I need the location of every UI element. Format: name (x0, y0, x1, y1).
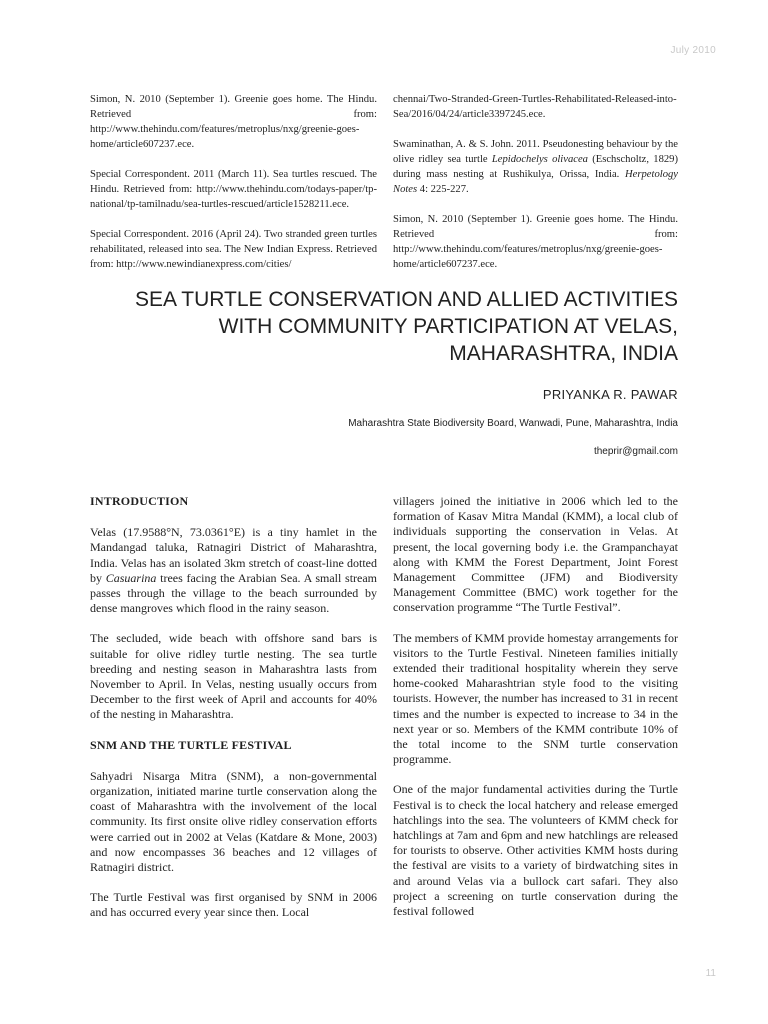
section-heading: INTRODUCTION (90, 494, 189, 508)
reference-text: Swaminathan, A. & S. John. 2011. Pseudonesting behaviour by the olive ridley sea turtle (393, 139, 678, 165)
reference-entry-continued: chennai/Two-Stranded-Green-Turtles-Rehabilitated-Released-into-Sea/2016/04/24/article3397245.ece. (393, 94, 677, 120)
issue-date: July 2010 (670, 45, 716, 56)
reference-entry: Simon, N. 2010 (September 1). Greenie goes home. The Hindu. Retrieved from: http://www.thehindu.com/features/metroplus/nxg/greenie-goes-home/article607237.ece. (90, 94, 377, 150)
paragraph (90, 525, 377, 616)
reference-entry: Special Correspondent. 2011 (March 11). Sea turtles rescued. The Hindu. Retrieved from: http://www.thehindu.com/todays-paper/tp-national/tp-tamilnadu/sea-turtles-rescued/article1528211.ece. (90, 169, 377, 210)
page-number: 11 (705, 968, 716, 979)
paragraph: One of the major fundamental activities during the Turtle Festival is to check the local hatchery and release emerged hatchlings into the sea. The volunteers of KMM check for hatchlings at 7am and 6pm and new hatchlings are released for tourists to observe. Other activities KMM hosts during the festival are visits to a variety of birdwatching sites in and around Velas via a bullock cart safari. They also project a screening on turtle conservation during the festival followed (393, 782, 678, 919)
paragraph: Sahyadri Nisarga Mitra (SNM), a non-governmental organization, initiated marine turtle conservation along the coast of Maharashtra with the involvement of the local community. Its first onsite olive ridley conservation efforts were carried out in 2002 at Velas (Katdare & Mone, 2003) and now encompasses 36 beaches and 12 villages of Ratnagiri district. (90, 768, 377, 875)
reference-entry: Simon, N. 2010 (September 1). Greenie goes home. The Hindu. Retrieved from: http://www.thehindu.com/features/metroplus/nxg/greenie-goes-home/article607237.ece. (393, 214, 678, 270)
section-heading: SNM AND THE TURTLE FESTIVAL (90, 737, 292, 752)
paragraph: The Turtle Festival was first organised by SNM in 2006 and has occurred every year since then. Local (90, 890, 377, 920)
author-email: theprir@gmail.com (593, 446, 678, 457)
reference-text: (Eschscholtz, 1829) during mass nesting at Rushikulya, Orissa, India. (393, 154, 678, 180)
paragraph-text: Velas (17.9588°N, 73.0361°E) is a tiny hamlet in the Mandangad taluka, Ratnagiri District of Maharashtra, India. Velas has an isolated 3km stretch of coast-line dotted by (90, 525, 377, 585)
author-affiliation: Maharashtra State Biodiversity Board, Wanwadi, Pune, Maharashtra, India (348, 418, 678, 429)
body-right-column (393, 494, 678, 934)
paragraph: The secluded, wide beach with offshore sand bars is suitable for olive ridley turtle nesting. The sea turtle breeding and nesting season in Maharashtra lasts from November to April. In Velas, nesting usually occurs from December to the first week of April and accounts for 40% of the nesting in Maharashtra. (90, 631, 377, 722)
paragraph-text: trees facing the Arabian Sea. A small stream passes through the village to the beach surrounded by dense mangroves which flood in the rainy season. (90, 570, 378, 616)
journal-name: Herpetology Notes (393, 169, 678, 195)
paragraph: The members of KMM provide homestay arrangements for visitors to the Turtle Festival. Nineteen families initially extended their traditional hospitality wherein they serve home-cooked Maharashtrian style food to the visiting tourists. However, the number has increased to 31 in recent times and the number is expected to increase to 34 in the next year or so. Members of the KMM contribute 10% of the total income to the SNM turtle conservation programme. (393, 630, 678, 767)
reference-text: 4: 225-227. (417, 184, 469, 195)
references-left-column (90, 92, 377, 287)
reference-entry: Special Correspondent. 2016 (April 24). Two stranded green turtles rehabilitated, released into sea. The New Indian Express. Retrieved from: http://www.newindianexpress.com/cities/ (90, 229, 377, 270)
reference-entry (393, 137, 678, 197)
species-name: Lepidochelys olivacea (491, 154, 588, 165)
genus-name: Casuarina (105, 570, 157, 585)
article-title: SEA TURTLE CONSERVATION AND ALLIED ACTIVITIES WITH COMMUNITY PARTICIPATION AT VELAS, MAHARASHTRA, INDIA (134, 288, 678, 365)
references-right-column (393, 92, 678, 287)
body-left-column (90, 494, 377, 936)
paragraph: villagers joined the initiative in 2006 which led to the formation of Kasav Mitra Mandal (KMM), a local club of individuals supporting the conservation in Velas. At present, the local governing body i.e. the Grampanchayat along with KMM the Forest Department, Joint Forest Management Committee (JFM) and Biodiversity Management Committee (BMC) work together for the conservation programme “The Turtle Festival”. (393, 494, 678, 615)
author-name: PRIYANKA R. PAWAR (542, 387, 678, 402)
